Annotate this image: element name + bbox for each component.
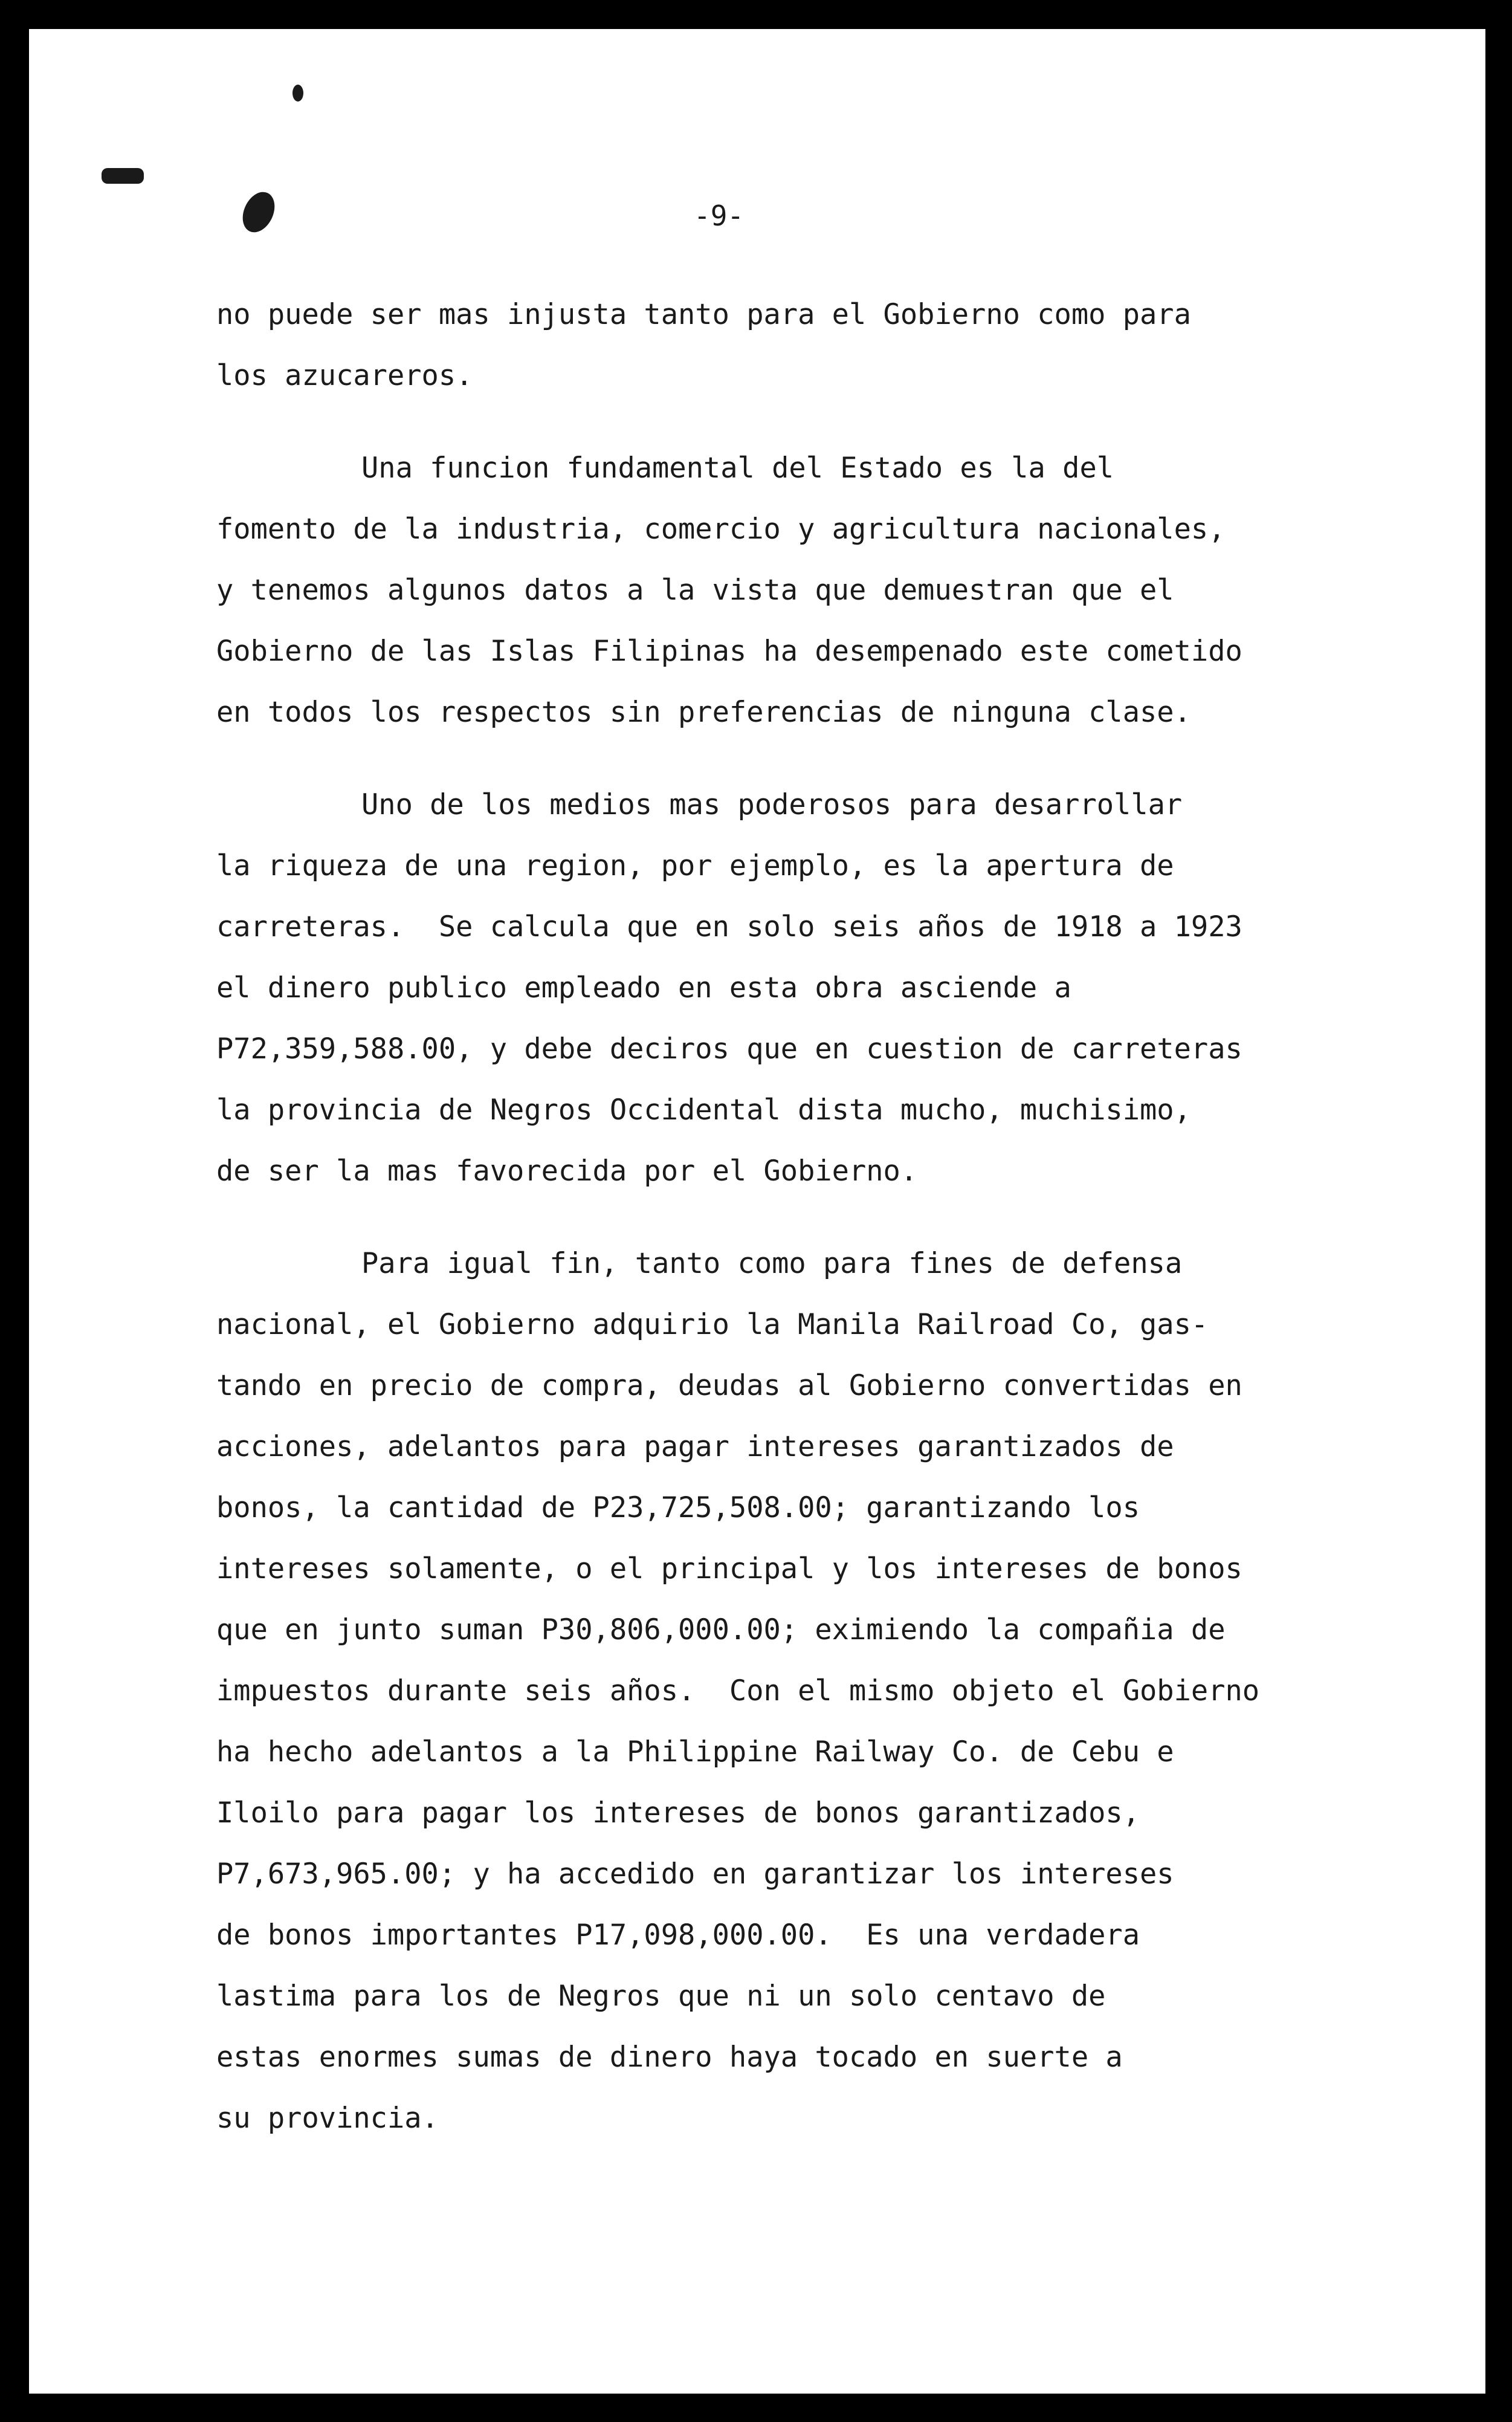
text-line: fomento de la industria, comercio y agricultura nacionales, — [216, 513, 1226, 546]
text-line: impuestos durante seis años. Con el mismo objeto el Gobierno — [216, 1674, 1260, 1708]
text-line: tando en precio de compra, deudas al Gobierno convertidas en — [216, 1369, 1242, 1402]
text-line: los azucareros. — [216, 359, 473, 392]
ink-smudge-dot — [292, 85, 303, 102]
text-line: acciones, adelantos para pagar intereses garantizados de — [216, 1430, 1174, 1463]
text-line: Una funcion fundamental del Estado es la del — [361, 452, 1114, 485]
paragraph-4 — [216, 1233, 1365, 2149]
body-text — [216, 284, 1365, 2149]
text-line: y tenemos algunos datos a la vista que demuestran que el — [216, 574, 1174, 607]
ink-smudge-left — [102, 168, 144, 184]
text-line: la riqueza de una region, por ejemplo, es la apertura de — [216, 849, 1174, 882]
text-line: ha hecho adelantos a la Philippine Railway Co. de Cebu e — [216, 1735, 1174, 1769]
text-line: P7,673,965.00; y ha accedido en garantizar los intereses — [216, 1857, 1174, 1891]
text-line: Para igual fin, tanto como para fines de defensa — [361, 1247, 1183, 1280]
text-line: el dinero publico empleado en esta obra asciende a — [216, 971, 1071, 1005]
text-line: Gobierno de las Islas Filipinas ha desempenado este cometido — [216, 635, 1242, 668]
page-number: -9- — [694, 199, 745, 232]
text-line: lastima para los de Negros que ni un solo centavo de — [216, 1980, 1106, 2013]
text-line: que en junto suman P30,806,000.00; eximiendo la compañia de — [216, 1613, 1226, 1647]
text-line: carreteras. Se calcula que en solo seis años de 1918 a 1923 — [216, 910, 1242, 944]
text-line: bonos, la cantidad de P23,725,508.00; garantizando los — [216, 1491, 1140, 1524]
text-line: P72,359,588.00, y debe deciros que en cuestion de carreteras — [216, 1032, 1242, 1066]
paragraph-2 — [216, 438, 1365, 743]
text-line: no puede ser mas injusta tanto para el Gobierno como para — [216, 298, 1191, 331]
text-line: nacional, el Gobierno adquirio la Manila Railroad Co, gas- — [216, 1308, 1209, 1341]
text-line: Iloilo para pagar los intereses de bonos garantizados, — [216, 1796, 1140, 1830]
ink-smudge-blot — [236, 187, 280, 238]
text-line: en todos los respectos sin preferencias de ninguna clase. — [216, 696, 1191, 729]
paragraph-3 — [216, 774, 1365, 1202]
text-line: estas enormes sumas de dinero haya tocado en suerte a — [216, 2041, 1123, 2074]
paragraph-1 — [216, 284, 1365, 406]
text-line: de ser la mas favorecida por el Gobierno. — [216, 1154, 918, 1188]
text-line: su provincia. — [216, 2102, 439, 2135]
text-line: de bonos importantes P17,098,000.00. Es una verdadera — [216, 1918, 1140, 1952]
text-line: la provincia de Negros Occidental dista mucho, muchisimo, — [216, 1093, 1191, 1127]
text-line: Uno de los medios mas poderosos para desarrollar — [361, 788, 1183, 821]
text-line: intereses solamente, o el principal y los intereses de bonos — [216, 1552, 1242, 1585]
